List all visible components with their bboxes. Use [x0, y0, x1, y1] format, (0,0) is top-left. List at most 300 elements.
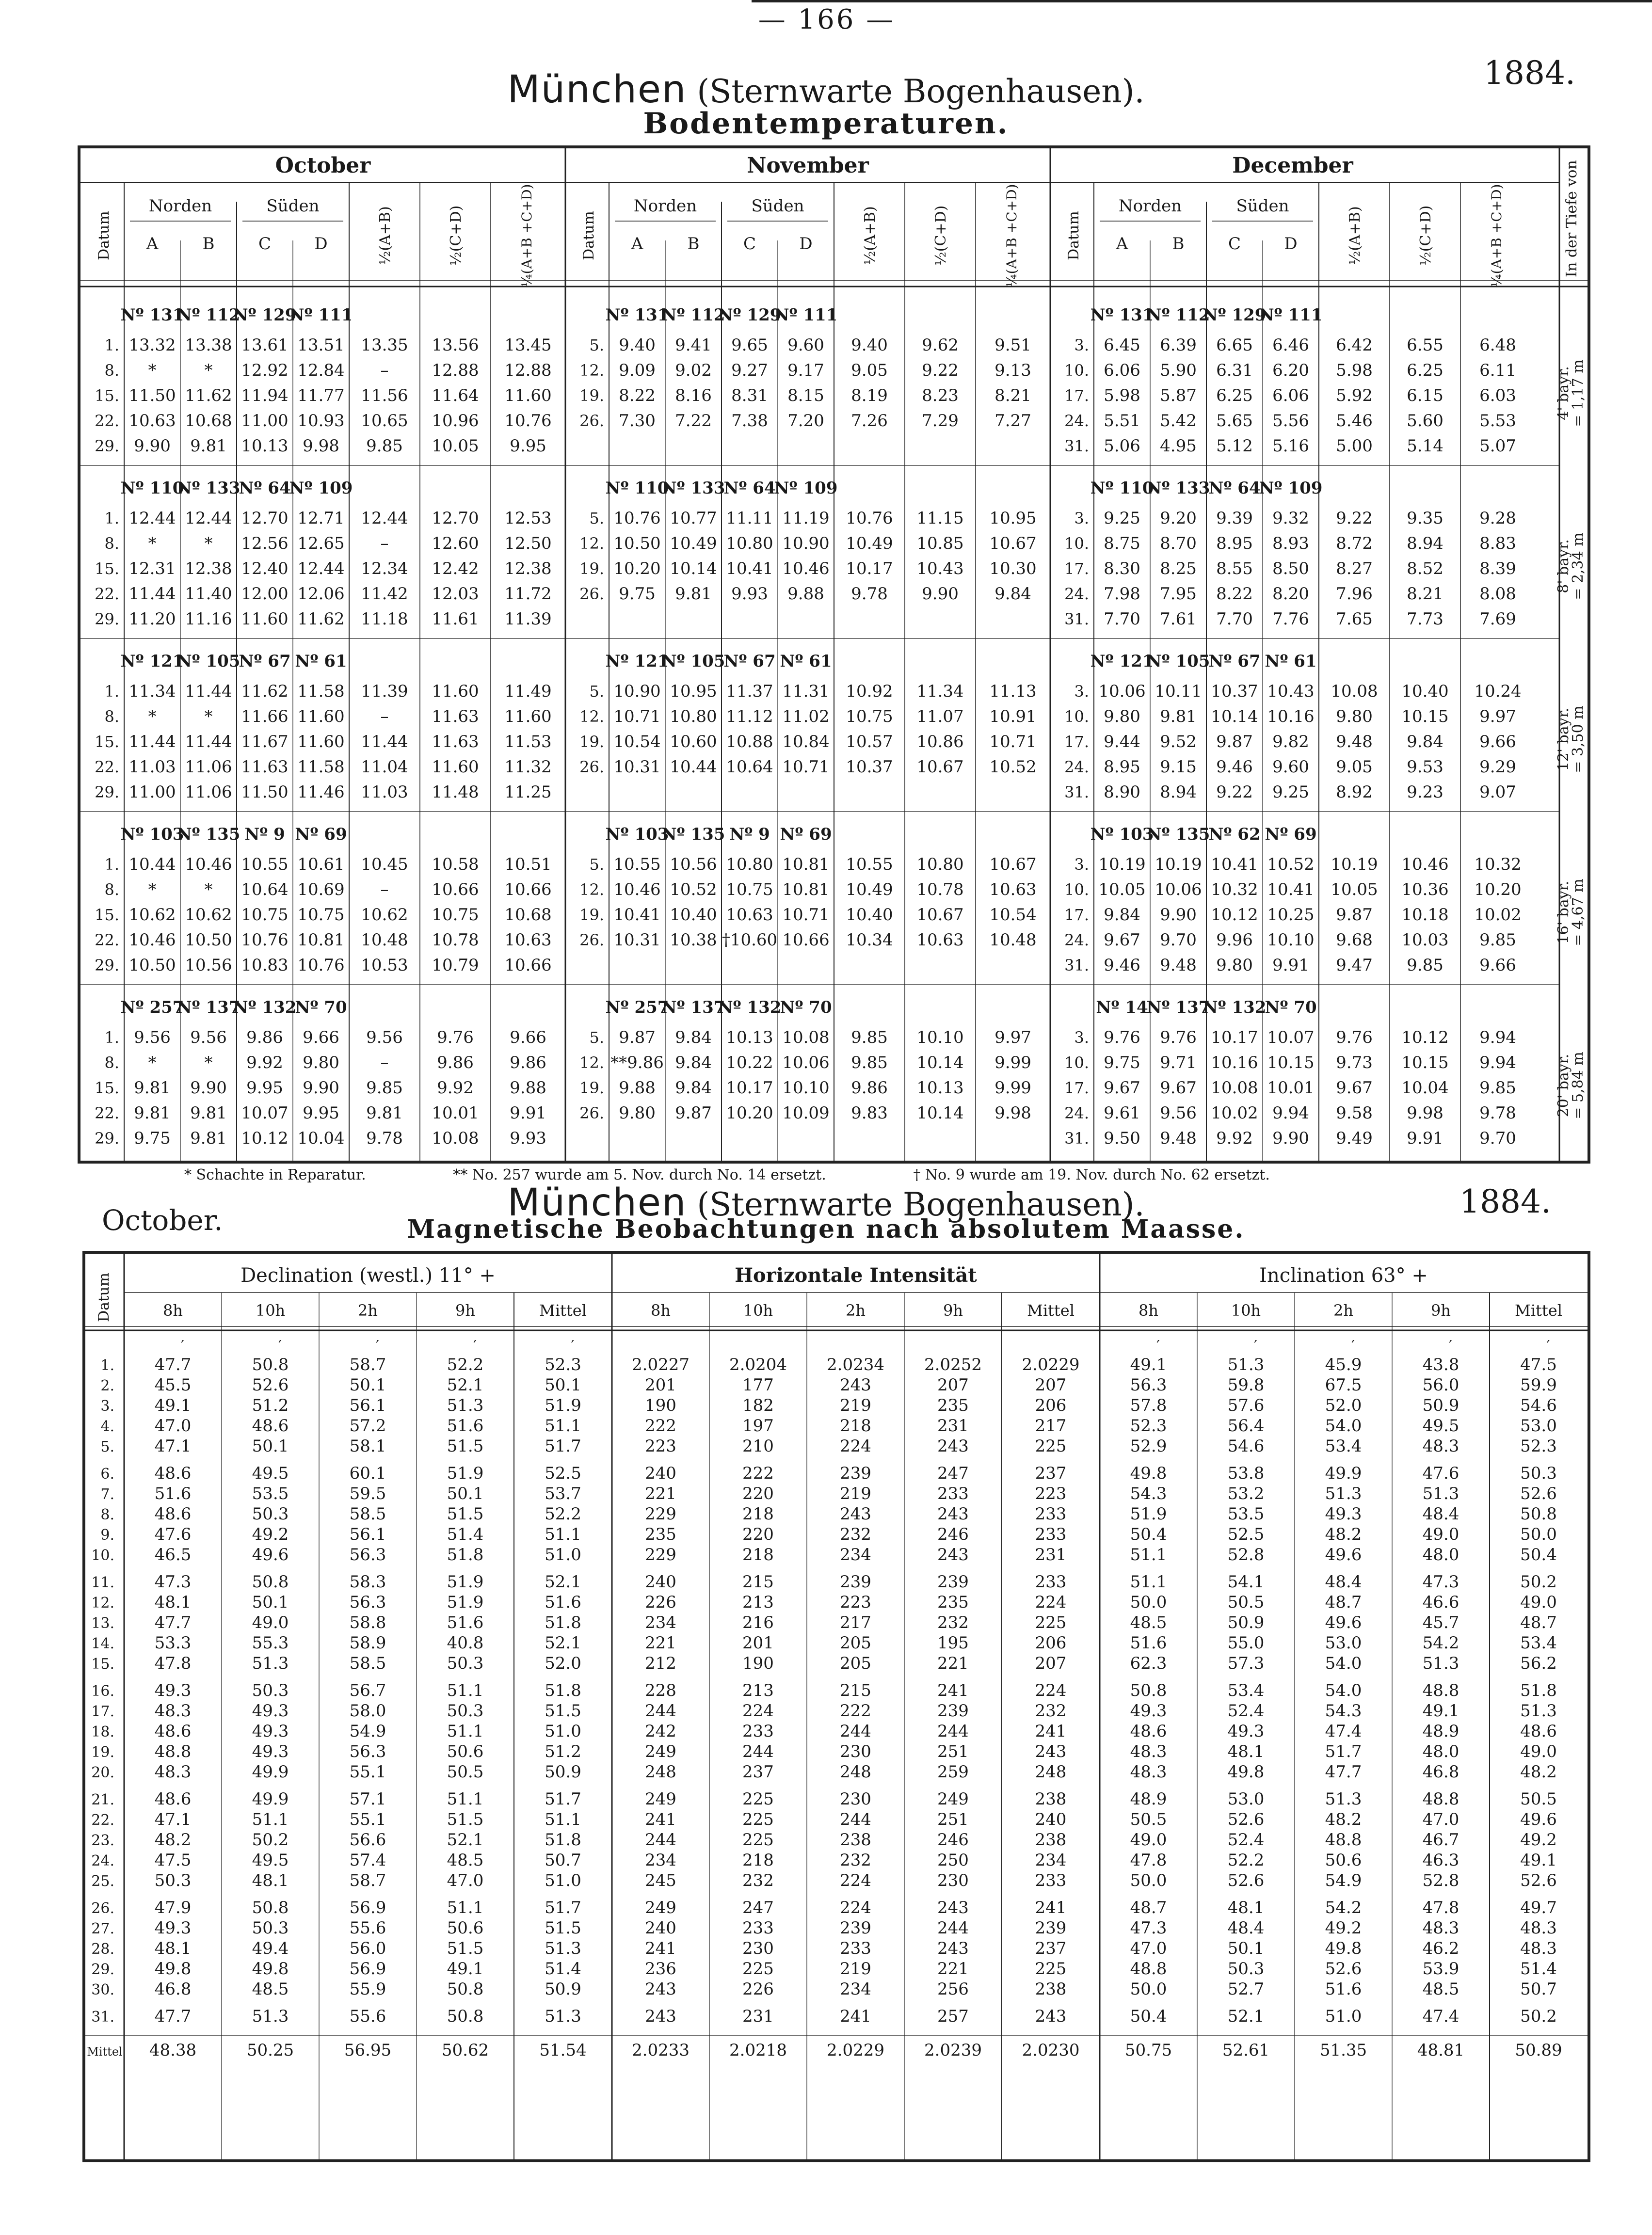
observation-value: 205 [840, 1633, 871, 1653]
observation-value: 207 [1035, 1375, 1067, 1395]
temperature-value: 7.65 [1336, 609, 1373, 629]
observation-value: 51.5 [447, 1810, 484, 1829]
temperature-value: 9.48 [1160, 956, 1197, 975]
temperature-value: 5.16 [1272, 436, 1309, 456]
observation-value: 247 [742, 1898, 774, 1917]
observation-value: 225 [1035, 1437, 1067, 1456]
temperature-value: 5.60 [1407, 411, 1443, 431]
temperature-value: 10.54 [989, 905, 1037, 925]
temperature-value: 10.49 [846, 880, 893, 899]
temperature-value: 10.36 [1401, 880, 1449, 899]
observation-value: 51.8 [447, 1545, 484, 1564]
observation-value: 235 [645, 1525, 676, 1544]
temperature-value: 7.20 [787, 411, 824, 431]
observation-value: 54.3 [1130, 1484, 1167, 1503]
day-label: 12. [579, 361, 604, 380]
temperature-value: 10.75 [432, 905, 479, 925]
temperature-value: 10.30 [989, 559, 1037, 578]
temperature-value: 9.90 [303, 1078, 339, 1098]
observation-value: 51.0 [545, 1871, 581, 1890]
temperature-value: 11.40 [185, 584, 232, 604]
temperature-value: 9.85 [1479, 1078, 1516, 1098]
observation-value: 235 [937, 1593, 969, 1612]
observation-value: 47.0 [154, 1416, 192, 1436]
temperature-value: 9.90 [190, 1078, 227, 1098]
observation-value: 233 [1035, 1504, 1067, 1524]
temperature-value: 10.64 [241, 880, 289, 899]
time-header: Mittel [1027, 1301, 1075, 1320]
temperature-value: 6.06 [1272, 386, 1309, 405]
observation-value: 225 [742, 1830, 774, 1850]
observation-value: 56.0 [1422, 1375, 1460, 1395]
thermometer-number: Nº 105 [1146, 652, 1210, 671]
observation-value: 249 [937, 1789, 969, 1809]
temperature-value: 9.99 [994, 1053, 1031, 1072]
observation-value: 47.8 [1130, 1851, 1167, 1870]
temperature-value: 9.86 [437, 1053, 474, 1072]
temperature-value: 9.44 [1104, 732, 1140, 751]
observation-value: 49.1 [447, 1959, 484, 1979]
observation-value: 225 [742, 1810, 774, 1829]
observation-value: 240 [645, 1918, 676, 1938]
day-label: 8. [104, 534, 119, 553]
observation-value: 47.8 [154, 1654, 192, 1673]
temperature-value: 9.92 [437, 1078, 474, 1098]
day-label: 3. [1074, 855, 1089, 874]
minute-mark: ′ [473, 1338, 477, 1355]
temperature-value: 10.04 [297, 1129, 345, 1148]
observation-value: 49.1 [154, 1396, 192, 1415]
observation-value: 48.3 [1422, 1437, 1460, 1456]
temperature-value: – [380, 880, 389, 899]
thermometer-number: Nº 110 [120, 479, 184, 498]
mean-value: 48.38 [149, 2041, 197, 2060]
temperature-value: 11.77 [297, 386, 345, 405]
temperature-value: 7.38 [731, 411, 768, 431]
observation-value: 49.9 [252, 1762, 289, 1782]
observation-value: 50.1 [252, 1437, 289, 1456]
temperature-value: 9.25 [1104, 509, 1140, 528]
temperature-value: 9.66 [1479, 732, 1516, 751]
temperature-value: 11.60 [432, 757, 479, 777]
observation-value: 50.5 [1130, 1810, 1167, 1829]
temperature-value: 10.43 [916, 559, 964, 578]
observation-value: 224 [1035, 1593, 1067, 1612]
temperature-value: 9.66 [1479, 956, 1516, 975]
observation-value: 50.9 [1422, 1396, 1460, 1415]
observation-value: 57.4 [349, 1851, 386, 1870]
temperature-value: 8.93 [1272, 534, 1309, 553]
thermometer-number: Nº 103 [605, 825, 669, 844]
observation-value: 248 [1035, 1762, 1067, 1782]
temperature-value: 12.34 [361, 559, 408, 578]
observation-value: 224 [840, 1898, 871, 1917]
sueden-header: Süden [1236, 196, 1289, 216]
temperature-value: 11.44 [128, 584, 176, 604]
observation-value: 51.5 [545, 1701, 581, 1721]
observation-value: 51.3 [1422, 1654, 1460, 1673]
thermometer-number: Nº 121 [120, 652, 184, 671]
temperature-value: 10.62 [128, 905, 176, 925]
temperature-value: 5.65 [1216, 411, 1253, 431]
day-label: 3. [1074, 336, 1089, 354]
day-label: 8. [104, 880, 119, 899]
temperature-value: 9.84 [1407, 732, 1443, 751]
observation-value: 241 [840, 2007, 871, 2026]
temperature-value: 9.51 [994, 335, 1031, 355]
temperature-value: 9.78 [1479, 1103, 1516, 1123]
temperature-value: 9.56 [134, 1028, 171, 1047]
temperature-value: 9.81 [190, 436, 227, 456]
observation-value: 56.1 [349, 1396, 386, 1415]
observation-value: 257 [937, 2007, 969, 2026]
datum-header: Datum [96, 1273, 112, 1322]
observation-value: 53.5 [252, 1484, 289, 1503]
observation-value: 54.0 [1325, 1416, 1362, 1436]
temperature-value: 9.76 [437, 1028, 474, 1047]
temperature-value: * [204, 1053, 213, 1072]
temperature-value: 8.95 [1104, 757, 1140, 777]
observation-value: 54.0 [1325, 1681, 1362, 1700]
day-label: 26. [579, 931, 604, 949]
temperature-value: 10.20 [1474, 880, 1522, 899]
temperature-value: 8.30 [1104, 559, 1140, 578]
observation-value: 47.8 [1422, 1898, 1460, 1917]
observation-value: 2.0229 [1022, 1355, 1080, 1374]
temperature-value: 8.22 [1216, 584, 1253, 604]
observation-value: 244 [937, 1722, 969, 1741]
day-label: 31. [1064, 956, 1089, 974]
temperature-value: 10.58 [432, 855, 479, 874]
temperature-value: 9.75 [1104, 1053, 1140, 1072]
observation-value: 225 [742, 1789, 774, 1809]
temperature-value: 9.49 [1336, 1129, 1373, 1148]
observation-value: 48.3 [1520, 1918, 1557, 1938]
observation-value: 50.8 [252, 1572, 289, 1592]
temperature-value: 6.65 [1216, 335, 1253, 355]
observation-value: 246 [937, 1830, 969, 1850]
temperature-value: 10.63 [916, 930, 964, 950]
observation-value: 48.1 [1227, 1742, 1265, 1761]
temperature-value: 11.39 [504, 609, 552, 629]
observation-value: 49.0 [252, 1613, 289, 1632]
temperature-value: 10.48 [989, 930, 1037, 950]
thermometer-number: Nº 109 [289, 479, 353, 498]
observation-value: 241 [645, 1810, 676, 1829]
temperature-value: 4.95 [1160, 436, 1197, 456]
day-label: 17. [1064, 906, 1089, 924]
observation-value: 247 [937, 1464, 969, 1483]
temperature-value: 11.15 [916, 509, 964, 528]
temperature-value: 8.72 [1336, 534, 1373, 553]
temperature-value: 10.06 [1155, 880, 1202, 899]
temperature-value: 7.70 [1104, 609, 1140, 629]
observation-value: 58.5 [349, 1504, 386, 1524]
temperature-value: 9.60 [1272, 757, 1309, 777]
observation-value: 53.2 [1227, 1484, 1265, 1503]
observation-value: 50.8 [1130, 1681, 1167, 1700]
day-label: 26. [91, 1900, 114, 1917]
temperature-value: 10.81 [297, 930, 345, 950]
thermometer-number: Nº 105 [661, 652, 725, 671]
observation-value: 50.9 [545, 1762, 581, 1782]
observation-value: 45.9 [1325, 1355, 1362, 1374]
half-ab-header: ½(A+B) [1347, 206, 1363, 265]
temperature-value: 10.53 [361, 956, 408, 975]
temperature-value: 11.11 [726, 509, 773, 528]
observation-value: 226 [645, 1593, 676, 1612]
temperature-value: 10.68 [185, 411, 232, 431]
observation-value: 217 [1035, 1416, 1067, 1436]
temperature-value: 11.32 [504, 757, 552, 777]
minute-mark: ′ [1254, 1338, 1257, 1355]
observation-value: 59.5 [349, 1484, 386, 1503]
temperature-value: 9.81 [134, 1103, 171, 1123]
temperature-value: 10.08 [432, 1129, 479, 1148]
observation-value: 51.1 [545, 1525, 581, 1544]
observation-value: 51.1 [545, 1810, 581, 1829]
observation-value: 225 [1035, 1613, 1067, 1632]
thermometer-number: Nº 64 [723, 479, 776, 498]
observation-value: 51.9 [447, 1572, 484, 1592]
observation-value: 50.5 [1520, 1789, 1557, 1809]
temperature-value: 12.44 [361, 509, 408, 528]
observation-value: 234 [840, 1980, 871, 1999]
temperature-value: 8.92 [1336, 782, 1373, 802]
observation-value: 48.6 [154, 1722, 192, 1741]
observation-value: 219 [840, 1396, 871, 1415]
day-label: 11. [91, 1574, 114, 1591]
temperature-value: 12.65 [297, 534, 345, 553]
observation-value: 51.6 [545, 1593, 581, 1612]
observation-value: 239 [840, 1918, 871, 1938]
temperature-value: 9.84 [675, 1028, 712, 1047]
observation-value: 51.3 [1520, 1701, 1557, 1721]
observation-value: 58.5 [349, 1654, 386, 1673]
temperature-value: 10.20 [613, 559, 661, 578]
observation-value: 47.5 [154, 1851, 192, 1870]
day-label: 22. [95, 585, 119, 603]
magnetic-city: München [507, 1181, 687, 1225]
temperature-value: 10.46 [128, 930, 176, 950]
observation-value: 49.6 [1325, 1545, 1362, 1564]
day-label: 5. [100, 1438, 114, 1455]
temperature-value: 9.98 [303, 436, 339, 456]
temperature-value: 12.42 [432, 559, 479, 578]
day-label: 8. [104, 361, 119, 380]
observation-value: 54.3 [1325, 1701, 1362, 1721]
observation-value: 51.1 [447, 1789, 484, 1809]
temperature-value: 9.80 [303, 1053, 339, 1072]
observation-value: 48.4 [1325, 1572, 1362, 1592]
observation-value: 49.2 [1325, 1918, 1362, 1938]
day-label: 10. [1064, 534, 1089, 553]
observation-value: 243 [937, 1504, 969, 1524]
observation-value: 48.8 [1130, 1959, 1167, 1979]
observation-value: 249 [645, 1789, 676, 1809]
observation-value: 51.3 [252, 2007, 289, 2026]
observation-value: 51.8 [545, 1613, 581, 1632]
temperature-value: 9.91 [510, 1103, 546, 1123]
observation-value: 50.0 [1520, 1525, 1557, 1544]
observation-value: 49.3 [154, 1681, 192, 1700]
observation-value: 48.4 [1422, 1504, 1460, 1524]
observation-value: 51.5 [447, 1504, 484, 1524]
temperature-value: 10.03 [1401, 930, 1449, 950]
temperature-value: 10.95 [989, 509, 1037, 528]
temperature-value: 8.15 [787, 386, 824, 405]
observation-value: 50.2 [252, 1830, 289, 1850]
observation-value: 48.6 [154, 1464, 192, 1483]
observation-value: 218 [742, 1504, 774, 1524]
observation-value: 52.3 [545, 1355, 581, 1374]
temperature-value: 10.63 [504, 930, 552, 950]
observation-value: 47.0 [1130, 1939, 1167, 1958]
minute-mark: ′ [571, 1338, 575, 1355]
depth-meters: = 1,17 m [1570, 359, 1587, 427]
norden-header: Norden [1118, 196, 1182, 216]
temperature-value: 10.88 [726, 732, 773, 751]
temperature-value: – [380, 361, 389, 380]
observation-value: 205 [840, 1654, 871, 1673]
observation-value: 51.1 [447, 1898, 484, 1917]
temperature-value: 11.06 [185, 782, 232, 802]
temperature-value: 8.94 [1160, 782, 1197, 802]
temperature-value: 9.41 [675, 335, 712, 355]
observation-value: 243 [840, 1375, 871, 1395]
temperature-value: 10.67 [916, 757, 964, 777]
column-header: D [1284, 234, 1298, 254]
temperature-value: 11.20 [128, 609, 176, 629]
temperature-value: 9.25 [1272, 782, 1309, 802]
observation-value: 244 [742, 1742, 774, 1761]
thermometer-number: Nº 103 [120, 825, 184, 844]
temperature-value: 7.27 [994, 411, 1031, 431]
observation-value: 220 [742, 1525, 774, 1544]
observation-value: 57.2 [349, 1416, 386, 1436]
day-label: 10. [1064, 880, 1089, 899]
temperature-value: 11.62 [241, 682, 289, 701]
observation-value: 2.0227 [632, 1355, 690, 1374]
temperature-value: 9.87 [619, 1028, 656, 1047]
day-label: 19. [91, 1744, 114, 1761]
temperature-value: 7.70 [1216, 609, 1253, 629]
observation-value: 51.6 [1325, 1980, 1362, 1999]
observation-value: 51.6 [447, 1416, 484, 1436]
temperature-value: 9.70 [1479, 1129, 1516, 1148]
day-label: 2. [100, 1377, 114, 1394]
observation-value: 47.3 [1130, 1918, 1167, 1938]
temperature-value: 10.62 [361, 905, 408, 925]
temperature-value: 10.75 [297, 905, 345, 925]
temperature-value: 10.07 [241, 1103, 289, 1123]
observation-value: 48.1 [1227, 1898, 1265, 1917]
depth-bayr: 20' bayr. [1555, 1054, 1572, 1118]
temperature-value: 5.14 [1407, 436, 1443, 456]
day-label: 28. [91, 1941, 114, 1958]
temperature-value: 9.80 [1336, 707, 1373, 726]
temperature-value: 13.61 [241, 335, 289, 355]
day-label: 7. [100, 1486, 114, 1503]
temperature-value: 10.67 [989, 855, 1037, 874]
temperature-value: 10.01 [1267, 1078, 1315, 1098]
temperature-value: 9.46 [1216, 757, 1253, 777]
observation-value: 46.2 [1422, 1939, 1460, 1958]
depth-bayr: 4' bayr. [1555, 366, 1572, 420]
temperature-value: 8.20 [1272, 584, 1309, 604]
observation-value: 48.7 [1520, 1613, 1557, 1632]
temperature-value: 9.27 [731, 361, 768, 380]
day-label: 8. [104, 707, 119, 726]
temperature-value: 6.46 [1272, 335, 1309, 355]
depth-header: In der Tiefe von [1563, 160, 1580, 277]
day-label: 15. [91, 1656, 114, 1673]
column-header: B [687, 234, 700, 254]
observation-value: 49.2 [252, 1525, 289, 1544]
observation-value: 224 [742, 1701, 774, 1721]
temperature-value: 10.07 [1267, 1028, 1315, 1047]
observation-value: 51.3 [447, 1396, 484, 1415]
observation-value: 243 [1035, 2007, 1067, 2026]
temperature-value: * [148, 1053, 157, 1072]
temperature-value: 9.81 [190, 1129, 227, 1148]
temperature-value: 9.85 [366, 436, 403, 456]
day-label: 3. [1074, 1028, 1089, 1047]
time-header: 2h [1333, 1301, 1353, 1320]
temperature-value: 10.81 [782, 880, 830, 899]
day-label: 19. [579, 1079, 604, 1097]
observation-value: 60.1 [349, 1464, 386, 1483]
group-header: Declination (westl.) 11° + [241, 1264, 496, 1287]
temperature-value: 9.05 [1336, 757, 1373, 777]
temperature-value: 9.68 [1336, 930, 1373, 950]
temperature-value: 9.81 [190, 1103, 227, 1123]
observation-value: 47.1 [154, 1437, 192, 1456]
footnote-1: * Schachte in Reparatur. [184, 1166, 366, 1183]
observation-value: 244 [645, 1830, 676, 1850]
temperature-value: 10.17 [1211, 1028, 1258, 1047]
temperature-value: 9.22 [1336, 509, 1373, 528]
day-label: 5. [589, 509, 604, 527]
observation-value: 232 [742, 1871, 774, 1890]
temperature-value: 12.70 [432, 509, 479, 528]
observation-value: 46.5 [154, 1545, 192, 1564]
temperature-value: 12.03 [432, 584, 479, 604]
day-label: 29. [91, 1961, 114, 1978]
observation-value: 49.5 [252, 1851, 289, 1870]
temperature-value: 10.08 [782, 1028, 830, 1047]
temperature-value: 10.95 [670, 682, 717, 701]
observation-value: 216 [742, 1613, 774, 1632]
temperature-value: 11.44 [361, 732, 408, 751]
observation-value: 53.7 [545, 1484, 581, 1503]
observation-value: 240 [645, 1464, 676, 1483]
observation-value: 48.9 [1130, 1789, 1167, 1809]
temperature-value: 10.80 [726, 855, 773, 874]
temperature-value: 5.53 [1479, 411, 1516, 431]
thermometer-number: Nº 137 [661, 998, 725, 1017]
observation-value: 222 [645, 1416, 676, 1436]
magnetic-observations-table [82, 1251, 1590, 2162]
observation-value: 51.8 [1520, 1681, 1557, 1700]
temperature-value: 8.90 [1104, 782, 1140, 802]
observation-value: 58.7 [349, 1355, 386, 1374]
observation-value: 233 [1035, 1871, 1067, 1890]
thermometer-number: Nº 121 [1090, 652, 1154, 671]
observation-value: 52.0 [545, 1654, 581, 1673]
temperature-value: 9.84 [675, 1078, 712, 1098]
magnetic-table-title: Magnetische Beobachtungen nach absolutem Maasse. [407, 1214, 1245, 1244]
